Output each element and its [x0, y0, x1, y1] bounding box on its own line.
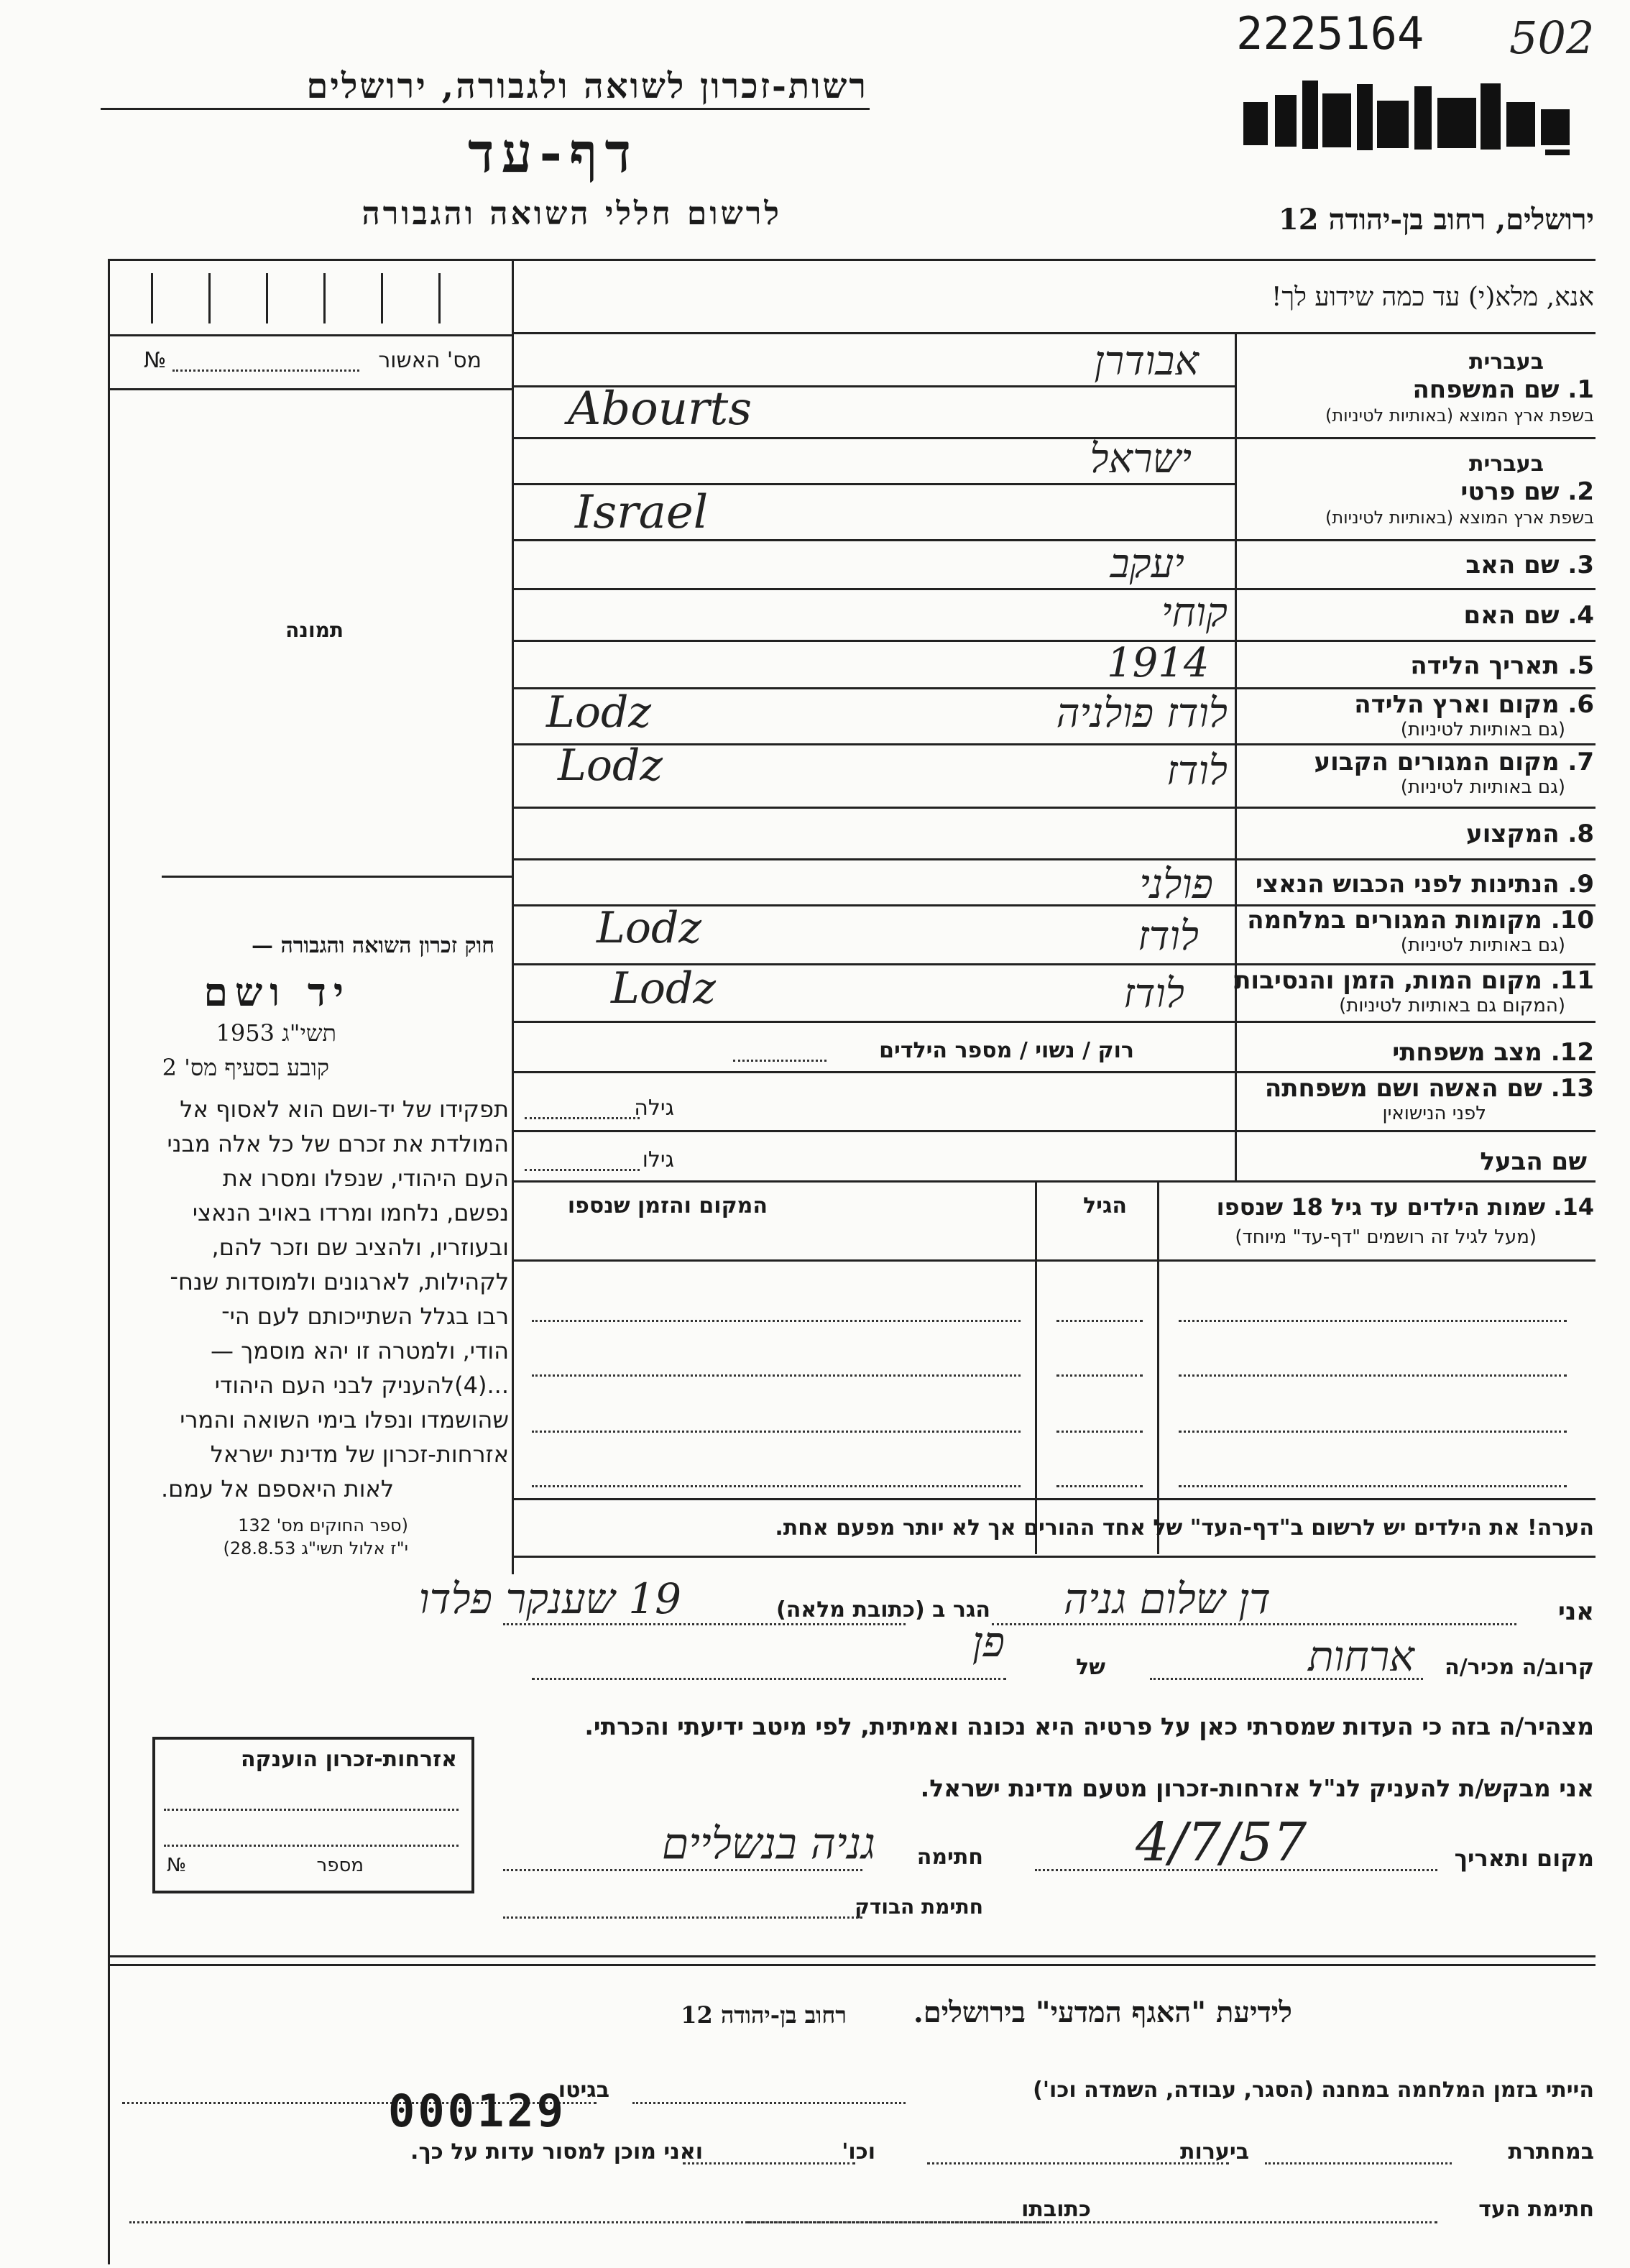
- f8-label: 8. המקצוע: [1466, 819, 1594, 848]
- f2-latin-note: בשפת ארץ המוצא (באותיות לטיניות): [1325, 508, 1594, 528]
- address-header: ירושלים, רחוב בן-יהודה 12: [1278, 203, 1594, 237]
- inspector-label: חתימת הבודק: [855, 1895, 983, 1919]
- f12-options: רוק / נשוי / מספר הילדים: [879, 1038, 1134, 1063]
- f6-label: 6. מקום וארץ הלידה: [1354, 690, 1594, 719]
- ghetto-label: בגיטו: [558, 2078, 609, 2103]
- decl-resides-label: הגר ב (כתובת מלאה): [775, 1597, 990, 1622]
- f13-label: 13. שם האשה ושם משפחתה: [1264, 1074, 1594, 1103]
- husband-age-label: גילו: [642, 1147, 674, 1172]
- f10-sub: (גם באותיות לטיניות): [1400, 935, 1565, 956]
- side-ticks-bottom: [108, 334, 512, 336]
- f5-label: 5. תאריך הלידה: [1410, 651, 1594, 680]
- col-place-time: המקום והזמן שנספו: [567, 1193, 768, 1218]
- law-ref-1: (ספר החוקים מס' 132: [238, 1515, 408, 1535]
- footer-title: לידיעת "האגף המדעי" בירושלים.: [913, 1996, 1292, 2029]
- form-title: דף-עד: [467, 121, 638, 185]
- labels-divider: [1235, 332, 1237, 1180]
- f7-sub: (גם באותיות לטיניות): [1400, 776, 1565, 798]
- footer-underground: במחתרת: [1508, 2139, 1594, 2164]
- stamp-number: 000129: [388, 2085, 566, 2137]
- decl-i-label: אני: [1557, 1597, 1594, 1626]
- of-value: פן: [972, 1617, 1005, 1666]
- law-year: תשי"ג 1953: [216, 1019, 336, 1047]
- f11-sub: (המקום גם באותיות לטיניות): [1339, 995, 1565, 1016]
- law-ref-2: י"ז אלול תשי"ג 28.8.53): [223, 1538, 408, 1558]
- birth-date: 1914: [1107, 640, 1210, 687]
- signature-label: חתימה: [916, 1845, 983, 1870]
- given-name-hebrew: ישראל: [1090, 436, 1192, 482]
- approval-number-sign: №: [144, 348, 167, 373]
- f14-label: 14. שמות הילדים עד גיל 18 שנספו: [1216, 1193, 1594, 1221]
- footer-forests: ביערות: [1180, 2139, 1249, 2164]
- f1-in-hebrew: בעברית: [1469, 349, 1544, 375]
- archive-stamp-logo: [1243, 81, 1574, 160]
- war-residence-hebrew: לודז: [1137, 913, 1199, 960]
- footer-address: רחוב בן-יהודה 12: [681, 2001, 847, 2029]
- husband-label: שם הבעל: [1480, 1147, 1587, 1176]
- citizenship-number-sign: №: [167, 1855, 187, 1876]
- f13-sub: לפני הנישואין: [1382, 1103, 1486, 1124]
- given-name-latin: Israel: [575, 486, 709, 539]
- relative-value: ארחות: [1308, 1632, 1414, 1681]
- f1-label: 1. שם המשפחה: [1412, 375, 1594, 404]
- approval-bottom: [108, 388, 512, 390]
- declarant-name: דן שלום גניה: [1063, 1574, 1271, 1623]
- place-date-label: מקום ותאריך: [1454, 1845, 1594, 1872]
- citizenship-number-label: מספר: [316, 1855, 364, 1876]
- f2-in-hebrew: בעברית: [1469, 451, 1544, 477]
- birth-place-latin: Lodz: [546, 687, 651, 738]
- citizenship-box: [152, 1737, 474, 1893]
- f11-label: 11. מקום המות, הזמן והנסיבות: [1234, 966, 1594, 995]
- photo-label: תמונה: [285, 618, 344, 642]
- birth-place-hebrew: לודז פולניה: [1056, 690, 1228, 737]
- footer-line1: הייתי בזמן המלחמה במחנה (הסגר, עבודה, השמדה וכו'): [1033, 2078, 1594, 2103]
- decl-request: אני מבקש/ת להעניק לנ"ל אזרחות-זכרון מטעם מדינת ישראל.: [920, 1774, 1594, 1802]
- serial-suffix: 502: [1509, 12, 1595, 64]
- declaration-bottom: [108, 1955, 1596, 1957]
- form-subtitle: לרשום חללי השואה והגבורה: [362, 196, 782, 232]
- father-name: יעקב: [1110, 541, 1184, 587]
- war-residence-latin: Lodz: [597, 903, 701, 953]
- date-value: 4/7/57: [1136, 1812, 1307, 1873]
- approval-number-line: [172, 369, 359, 372]
- f3-label: 3. שם האב: [1465, 551, 1594, 579]
- f4-label: 4. שם האם: [1463, 601, 1594, 630]
- f9-label: 9. הנתינות לפני הכבוש הנאצי: [1255, 870, 1594, 899]
- mother-name: קוחי: [1161, 589, 1228, 636]
- form-intro: אנא, מלא(י) עד כמה שידוע לך!: [1271, 283, 1594, 312]
- f10-label: 10. מקומות המגורים במלחמה: [1247, 906, 1594, 935]
- institution-underline: [101, 108, 870, 110]
- citizenship-box-title: אזרחות-זכרון הוענקה: [240, 1747, 457, 1772]
- decl-statement: מצהיר/ה בזה כי העדות שמסרתי כאן על פרטיה היא נכונה ואמיתית, לפי מיטב ידיעתי והכרתי.: [584, 1712, 1594, 1740]
- decl-of-label: של: [1076, 1655, 1105, 1680]
- citizenship-before: פולני: [1139, 861, 1213, 908]
- serial-number: 2225164: [1236, 7, 1424, 60]
- witness-address-label: כתובתו: [1021, 2197, 1091, 2222]
- f7-label: 7. מקום המגורים הקבוע: [1314, 748, 1594, 776]
- wife-age-label: גילה: [634, 1096, 674, 1121]
- death-place-latin: Lodz: [611, 963, 716, 1014]
- family-name-latin: Abourts: [568, 382, 752, 436]
- f6-sub: (גם באותיות לטיניות): [1400, 719, 1565, 740]
- side-panel-divider: [512, 259, 514, 1574]
- family-name-hebrew: אבודרן: [1094, 338, 1199, 385]
- children-note: הערה! את הילדים יש לרשום ב"דף-העד" של אחד ההורים אך לא יותר מפעם אחת.: [775, 1515, 1594, 1541]
- law-title: חוק זכרון השואה והגבורה —: [252, 933, 494, 958]
- photo-bottom: [162, 876, 512, 878]
- signature-value: גניה בנשליים: [661, 1819, 875, 1869]
- institution-name: רשות-זכרון לשואה ולגבורה, ירושלים: [306, 66, 868, 106]
- residence-hebrew: לודז: [1166, 748, 1228, 794]
- law-clause: קובע בסעיף מס' 2: [162, 1054, 329, 1081]
- witness-sig-label: חתימת העד: [1478, 2197, 1594, 2222]
- footer-ready: ואני מוכן למסור עדות על כך.: [410, 2139, 703, 2164]
- approval-number-label: מס' האשור: [378, 348, 482, 373]
- death-place-hebrew: לודז: [1123, 970, 1184, 1017]
- decl-relative-label: קרוב/ה מכיר/ה: [1445, 1655, 1594, 1680]
- col-age: הגיל: [1083, 1193, 1127, 1218]
- f12-label: 12. מצב משפחתי: [1392, 1038, 1594, 1067]
- f2-label: 2. שם פרטי: [1460, 477, 1594, 506]
- intro-bottom: [512, 332, 1596, 334]
- frame-top: [108, 259, 1596, 261]
- declarant-address: 19 שענקר פלדו: [418, 1574, 681, 1623]
- law-name: יד ושם: [203, 969, 351, 1015]
- footer-etc: וכו': [842, 2139, 875, 2164]
- residence-latin: Lodz: [558, 740, 663, 791]
- f14-sub: (מעל לגיל זה רושמים "דף-עד" מיוחד): [1235, 1226, 1537, 1248]
- f1-latin-note: בשפת ארץ המוצא (באותיות לטיניות): [1325, 405, 1594, 426]
